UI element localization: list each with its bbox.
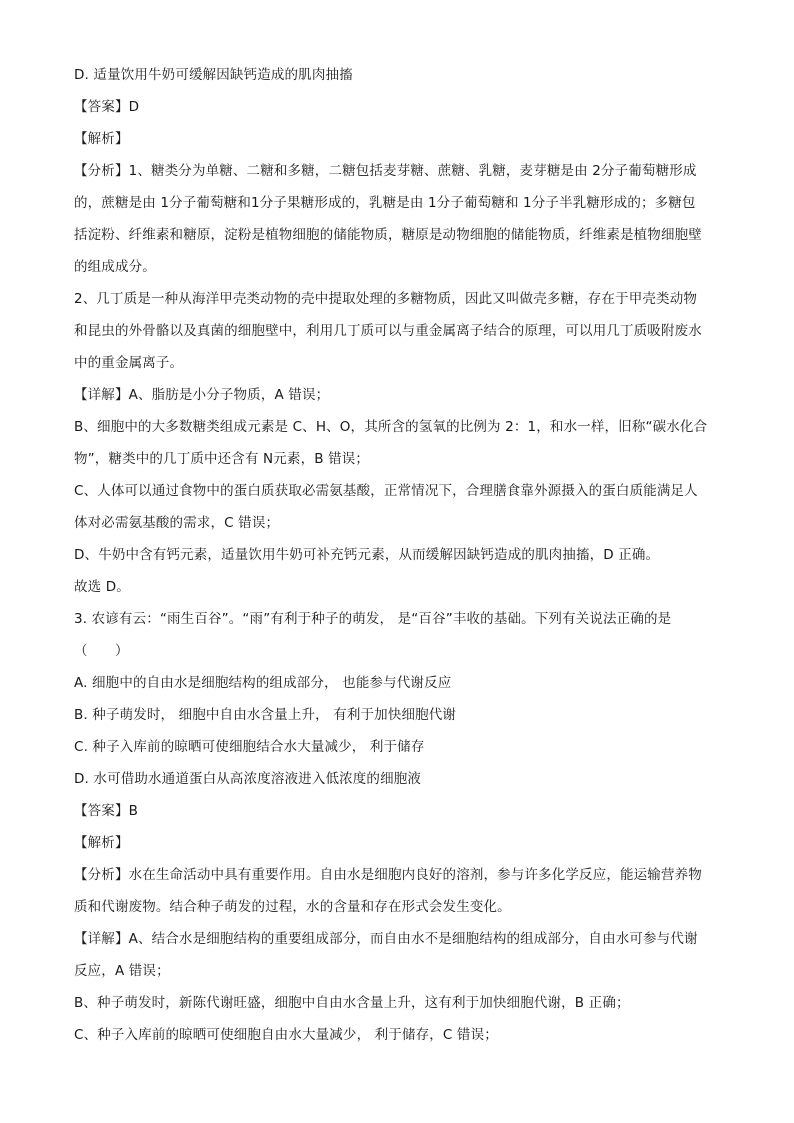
analysis-heading-q3: 【解析】 <box>74 835 129 851</box>
analysis-text-line: 2、几丁质是一种从海洋甲壳类动物的壳中提取处理的多糖物质，因此又叫做壳多糖，存在于甲壳类动物 <box>74 291 697 307</box>
explanation-line: C、人体可以通过食物中的蛋白质获取必需氨基酸，正常情况下，合理膳食靠外源摄入的蛋白质能满足人 <box>74 483 698 499</box>
analysis-text-line: 中的重金属离子。 <box>74 355 184 371</box>
explanation-line: 体对必需氨基酸的需求，C 错误； <box>74 515 280 531</box>
option-a-q3: A. 细胞中的自由水是细胞结构的组成部分， 也能参与代谢反应 <box>74 675 452 691</box>
analysis-text-line: 质和代谢废物。结合种子萌发的过程，水的含量和存在形式会发生变化。 <box>74 899 511 915</box>
analysis-text-line: 【分析】水在生命活动中具有重要作用。自由水是细胞内良好的溶剂，参与许多化学反应，能运输营养物 <box>74 867 702 883</box>
option-c-q3: C. 种子入库前的晾晒可使细胞结合水大量减少， 利于储存 <box>74 739 425 755</box>
explanation-line: 【详解】A、结合水是细胞结构的重要组成部分，而自由水不是细胞结构的组成部分，自由水可参与代谢 <box>74 931 698 947</box>
analysis-text-line: 括淀粉、纤维素和糖原，淀粉是植物细胞的储能物质，糖原是动物细胞的储能物质，纤维素是植物细胞壁 <box>74 227 702 243</box>
analysis-text-line: 的，蔗糖是由 1分子葡萄糖和1分子果糖形成的，乳糖是由 1分子葡萄糖和 1分子半乳糖形成的；多糖包 <box>74 195 696 211</box>
answer-q3: 【答案】B <box>74 803 139 819</box>
option-d-q2: D. 适量饮用牛奶可缓解因缺钙造成的肌肉抽搐 <box>74 67 353 83</box>
analysis-heading-q2: 【解析】 <box>74 131 129 147</box>
choice-conclusion: 故选 D。 <box>74 579 130 595</box>
analysis-text-line: 【分析】1、糖类分为单糖、二糖和多糖，二糖包括麦芽糖、蔗糖、乳糖，麦芽糖是由 2分子葡萄糖形成 <box>74 163 697 179</box>
option-d-q3: D. 水可借助水通道蛋白从高浓度溶液进入低浓度的细胞液 <box>74 771 422 787</box>
answer-q2: 【答案】D <box>74 99 140 115</box>
analysis-text-line: 的组成成分。 <box>74 259 156 275</box>
question-3-stem: 3. 农谚有云：“雨生百谷”。“雨”有利于种子的萌发， 是“百谷”丰收的基础。下列有关说法正确的是 <box>74 611 672 627</box>
explanation-line: 【详解】A、脂肪是小分子物质，A 错误； <box>74 387 330 403</box>
option-b-q3: B. 种子萌发时， 细胞中自由水含量上升， 有利于加快细胞代谢 <box>74 707 457 723</box>
question-3-blank: （ ） <box>74 643 129 659</box>
explanation-line: D、牛奶中含有钙元素，适量饮用牛奶可补充钙元素，从而缓解因缺钙造成的肌肉抽搐，D 正确。 <box>74 547 660 563</box>
analysis-text-line: 和昆虫的外骨骼以及真菌的细胞壁中，利用几丁质可以与重金属离子结合的原理，可以用几丁质吸附废水 <box>74 323 702 339</box>
explanation-line: B、细胞中的大多数糖类组成元素是 C、H、O，其所含的氢氧的比例为 2：1，和水一样，旧称“碳水化合 <box>74 419 708 435</box>
explanation-line: C、种子入库前的晾晒可使细胞自由水大量减少， 利于储存，C 错误； <box>74 1027 498 1043</box>
explanation-line: 物”，糖类中的几丁质中还含有 N元素，B 错误； <box>74 451 370 467</box>
explanation-line: B、种子萌发时，新陈代谢旺盛，细胞中自由水含量上升，这有利于加快细胞代谢，B 正确； <box>74 995 630 1011</box>
explanation-line: 反应，A 错误； <box>74 963 170 979</box>
